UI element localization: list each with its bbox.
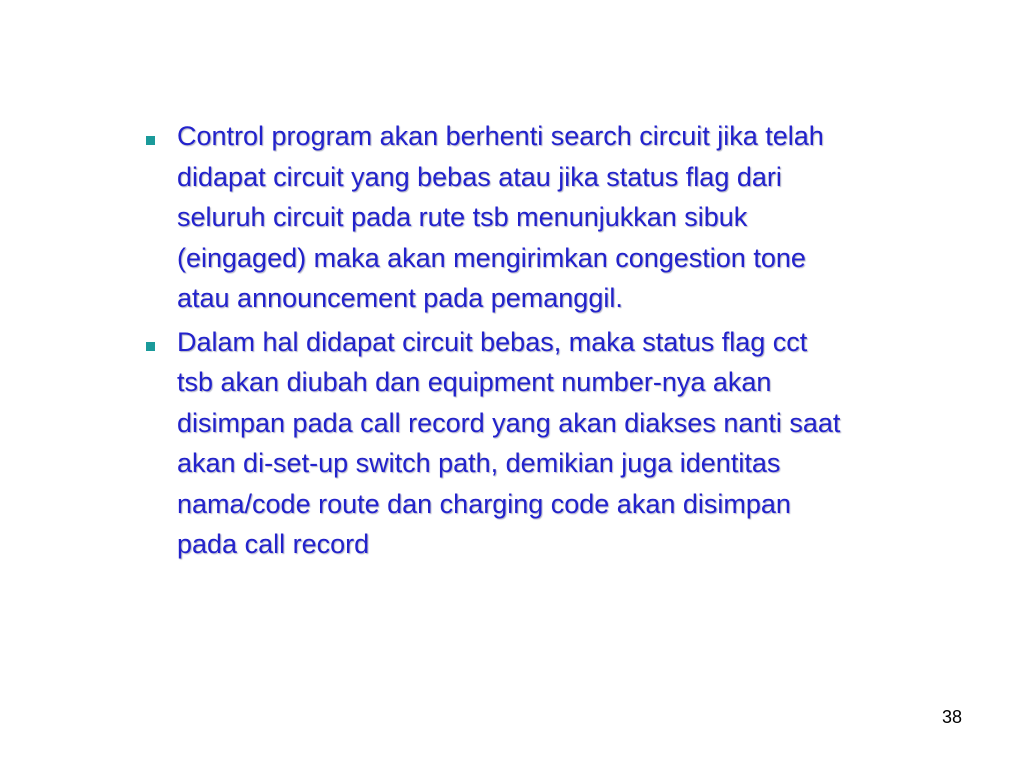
square-bullet-icon: [146, 342, 155, 351]
square-bullet-icon: [146, 136, 155, 145]
bullet-text: Control program akan berhenti search circuit jika telah didapat circuit yang bebas atau jika status flag dari seluruh circuit pada rute tsb menunjukkan sibuk (eingaged) maka akan mengirimkan congestion tone atau announcement pada pemanggil.: [177, 121, 824, 313]
bullet-item: [143, 322, 993, 565]
bullet-text: Dalam hal didapat circuit bebas, maka status flag cct tsb akan diubah dan equipment number-nya akan disimpan pada call record yang akan diakses nanti saat akan di-set-up switch path, demikian juga identitas nama/code route dan charging code akan disimpan pada call record: [177, 326, 841, 559]
bullet-list: [143, 116, 993, 568]
page-number: 38: [941, 707, 962, 727]
bullet-item: [143, 116, 993, 319]
